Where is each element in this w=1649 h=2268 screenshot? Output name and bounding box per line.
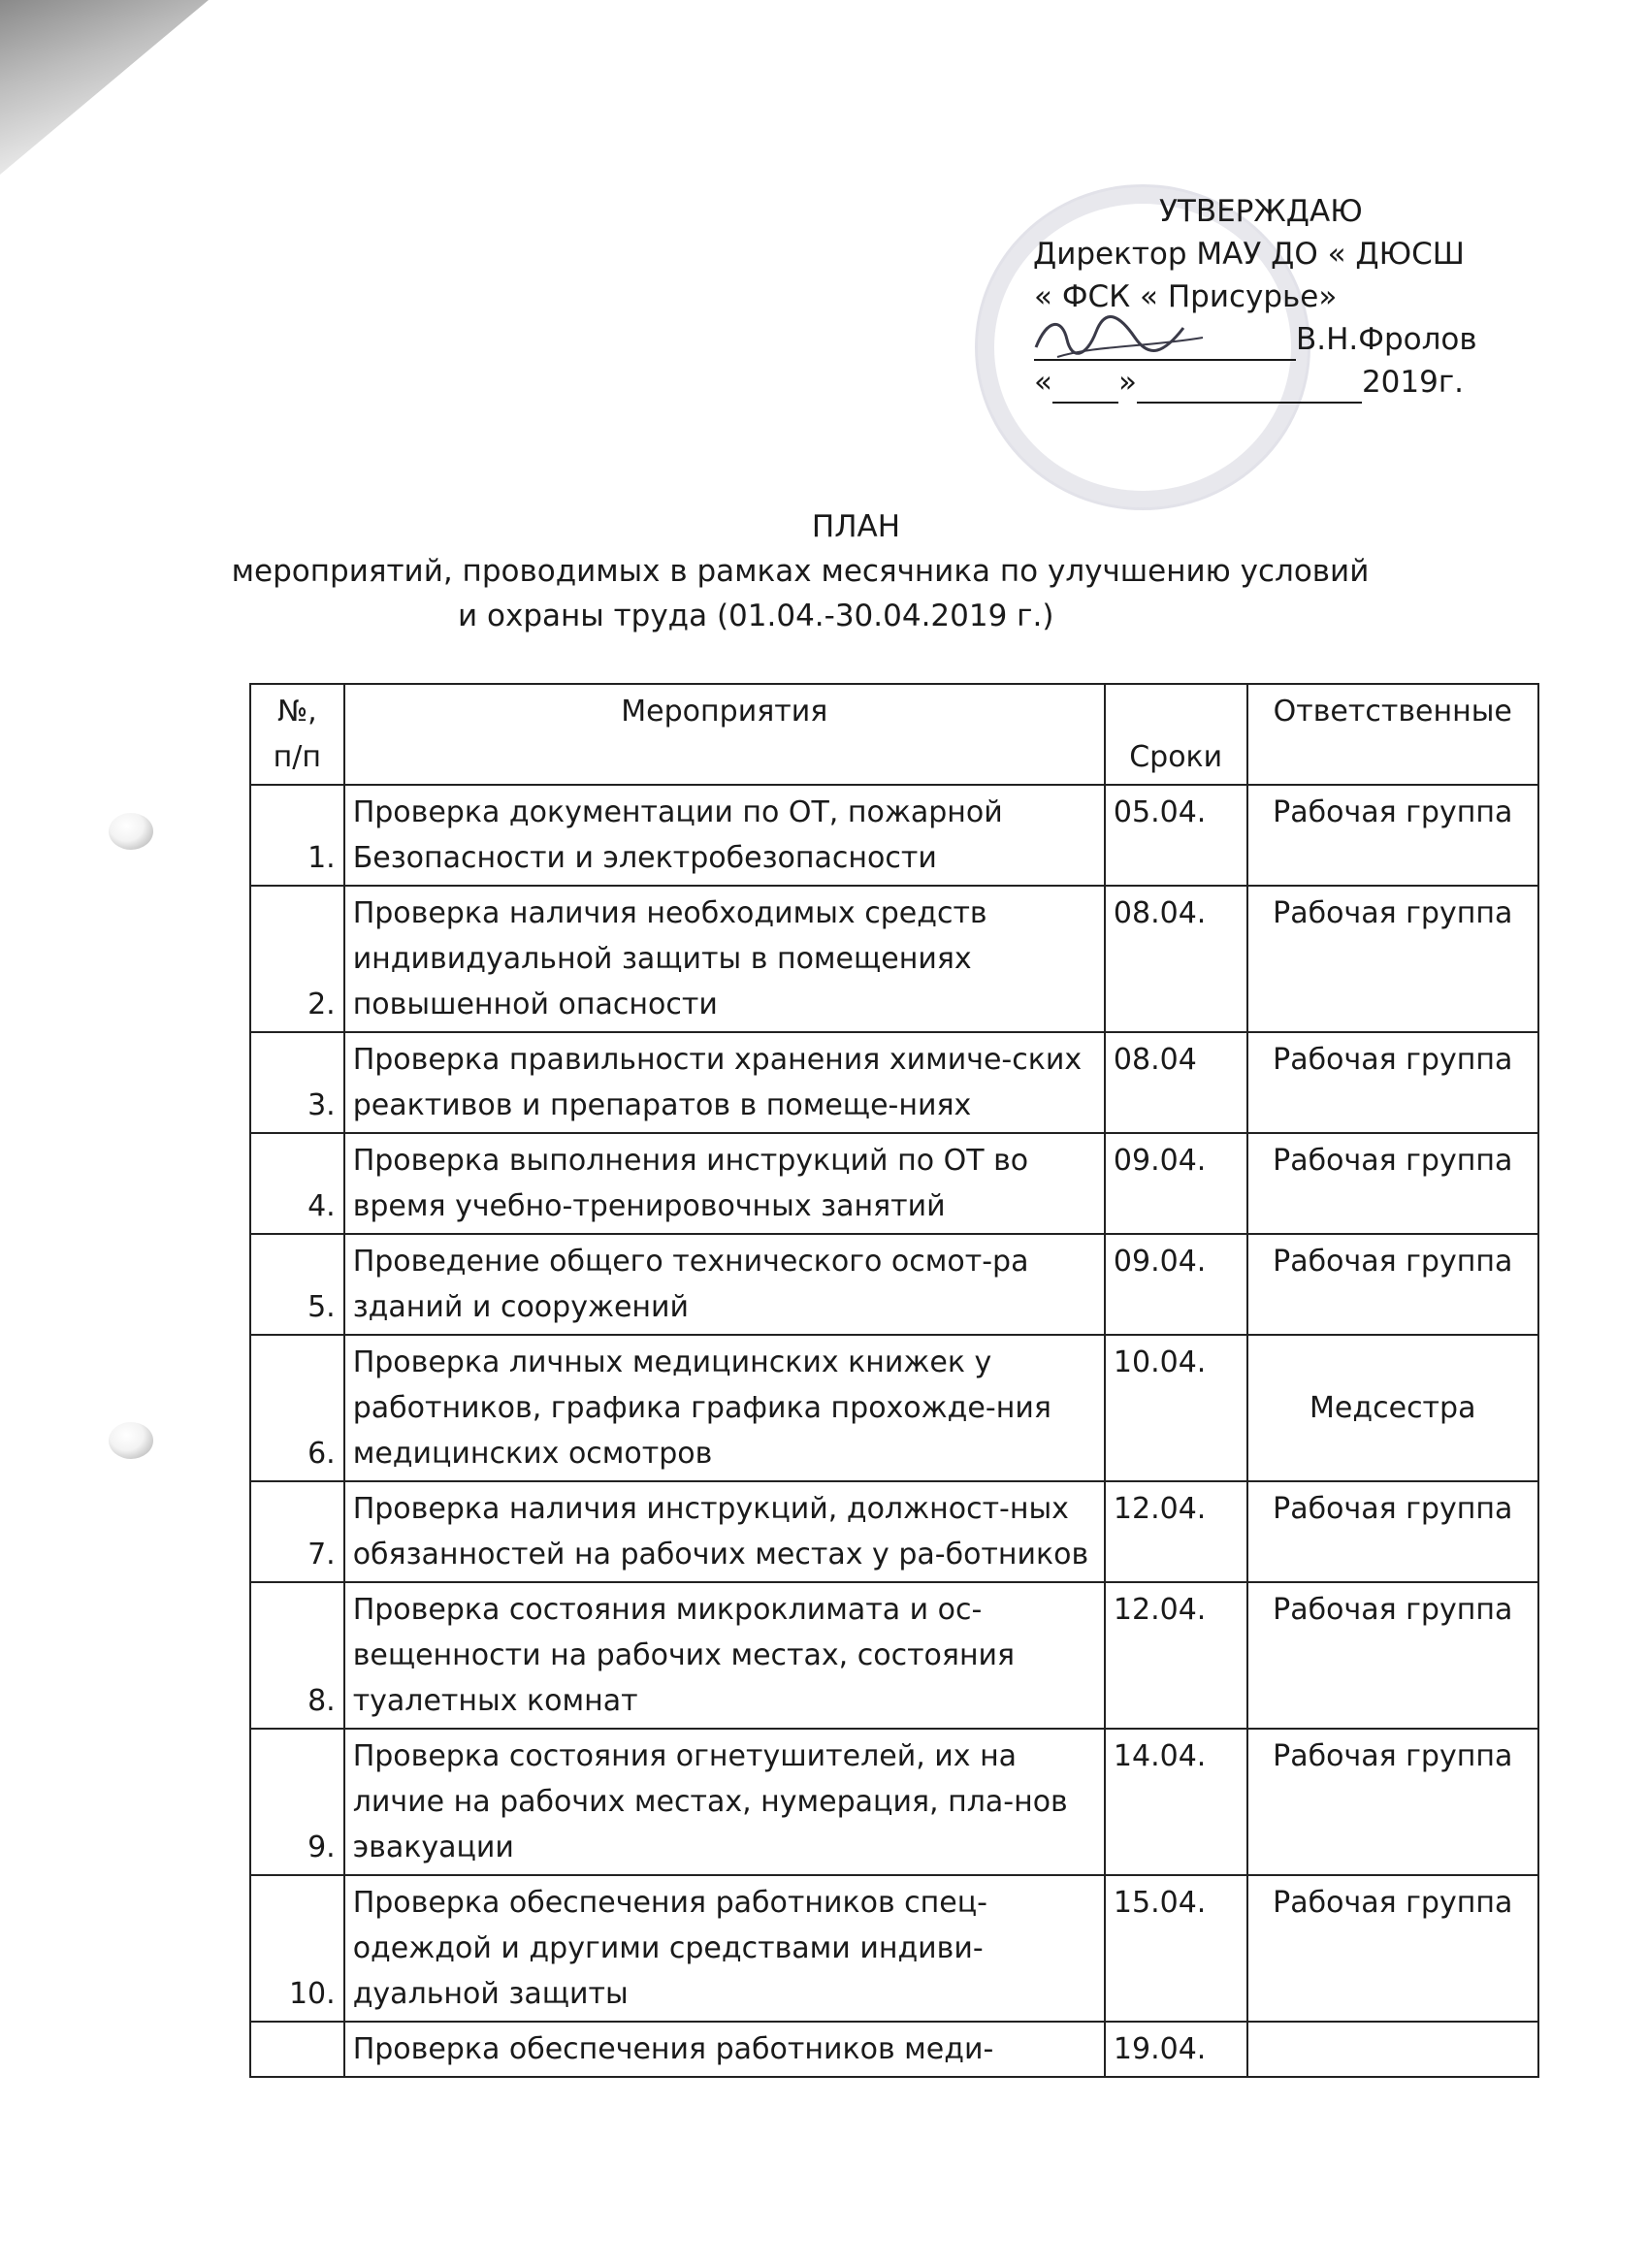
approval-title: УТВЕРЖДАЮ [1159, 194, 1363, 229]
row-number: 4. [250, 1133, 344, 1234]
row-responsible: Рабочая группа [1247, 1481, 1539, 1582]
row-responsible: Рабочая группа [1247, 785, 1539, 886]
row-responsible: Рабочая группа [1247, 1234, 1539, 1335]
row-date: 09.04. [1105, 1234, 1247, 1335]
row-date: 12.04. [1105, 1481, 1247, 1582]
table-row [250, 886, 1538, 1032]
table-row [250, 1481, 1538, 1582]
row-date: 15.04. [1105, 1875, 1247, 2022]
document-subtitle-line2: и охраны труда (01.04.-30.04.2019 г.) [458, 599, 1054, 633]
table-row [250, 785, 1538, 886]
row-responsible: Рабочая группа [1247, 1729, 1539, 1875]
row-activity: Проверка правильности хранения химиче-ских реактивов и препаратов в помеще-ниях [344, 1032, 1105, 1133]
table-row [250, 1729, 1538, 1875]
table-row [250, 1032, 1538, 1133]
row-responsible: Рабочая группа [1247, 1133, 1539, 1234]
row-date: 08.04. [1105, 886, 1247, 1032]
row-activity: Проверка наличия инструкций, должност-ных обязанностей на рабочих местах у ра-ботников [344, 1481, 1105, 1582]
row-activity: Проверка наличия необходимых средств индивидуальной защиты в помещениях повышенной опасности [344, 886, 1105, 1032]
row-number: 6. [250, 1335, 344, 1481]
approval-organization: « ФСК « Присурье» [1034, 279, 1338, 314]
approval-signer: В.Н.Фролов [1296, 322, 1477, 357]
row-number: 1. [250, 785, 344, 886]
table-row [250, 1875, 1538, 2022]
table-header-row [250, 684, 1538, 785]
row-number: 7. [250, 1481, 344, 1582]
row-date: 14.04. [1105, 1729, 1247, 1875]
row-activity: Проверка обеспечения работников меди- [344, 2022, 1105, 2077]
table-row [250, 2022, 1538, 2077]
row-activity: Проверка документации по ОТ, пожарной Безопасности и электробезопасности [344, 785, 1105, 886]
row-activity: Проведение общего технического осмот-ра зданий и сооружений [344, 1234, 1105, 1335]
table-row [250, 1335, 1538, 1481]
row-number [250, 2022, 344, 2077]
row-activity: Проверка состояния микроклимата и ос-вещенности на рабочих местах, состояния туалетных комнат [344, 1582, 1105, 1729]
row-date: 12.04. [1105, 1582, 1247, 1729]
row-number: 10. [250, 1875, 344, 2022]
header-activity: Мероприятия [344, 684, 1105, 785]
row-responsible: Рабочая группа [1247, 1875, 1539, 2022]
row-date: 05.04. [1105, 785, 1247, 886]
header-date: Сроки [1105, 684, 1247, 785]
row-responsible: Рабочая группа [1247, 886, 1539, 1032]
document-heading [194, 504, 1406, 638]
row-responsible: Рабочая группа [1247, 1032, 1539, 1133]
plan-table [249, 683, 1539, 2078]
row-activity: Проверка обеспечения работников спец-одеждой и другими средствами индиви-дуальной защиты [344, 1875, 1105, 2022]
table-body [250, 785, 1538, 2077]
row-number: 2. [250, 886, 344, 1032]
date-day-rule [1052, 369, 1118, 404]
row-number: 8. [250, 1582, 344, 1729]
header-num: №, п/п [250, 684, 344, 785]
approval-year: 2019г. [1361, 365, 1464, 400]
row-number: 5. [250, 1234, 344, 1335]
row-responsible: Рабочая группа [1247, 1582, 1539, 1729]
date-month-rule [1137, 369, 1362, 404]
row-activity: Проверка состояния огнетушителей, их на личие на рабочих местах, нумерация, пла-нов эвакуации [344, 1729, 1105, 1875]
row-date: 19.04. [1105, 2022, 1247, 2077]
row-activity: Проверка личных медицинских книжек у работников, графика графика прохожде-ния медицинских осмотров [344, 1335, 1105, 1481]
approval-position: Директор МАУ ДО « ДЮСШ [1033, 237, 1465, 272]
punch-hole-top [109, 813, 153, 850]
approval-date-line: « » 2019г. [1034, 361, 1464, 404]
document-title: ПЛАН [811, 509, 901, 544]
row-date: 08.04 [1105, 1032, 1247, 1133]
punch-hole-bottom [109, 1422, 153, 1459]
table-row [250, 1582, 1538, 1729]
row-number: 3. [250, 1032, 344, 1133]
row-responsible [1247, 2022, 1539, 2077]
row-date: 09.04. [1105, 1133, 1247, 1234]
scan-shadow [0, 0, 209, 175]
row-activity: Проверка выполнения инструкций по ОТ во время учебно-тренировочных занятий [344, 1133, 1105, 1234]
row-date: 10.04. [1105, 1335, 1247, 1481]
row-number: 9. [250, 1729, 344, 1875]
row-responsible: Медсестра [1247, 1335, 1539, 1481]
header-responsible: Ответственные [1247, 684, 1539, 785]
table-row [250, 1234, 1538, 1335]
table-row [250, 1133, 1538, 1234]
handwritten-signature [1028, 308, 1212, 367]
document-subtitle-line1: мероприятий, проводимых в рамках месячника по улучшению условий [231, 554, 1370, 589]
